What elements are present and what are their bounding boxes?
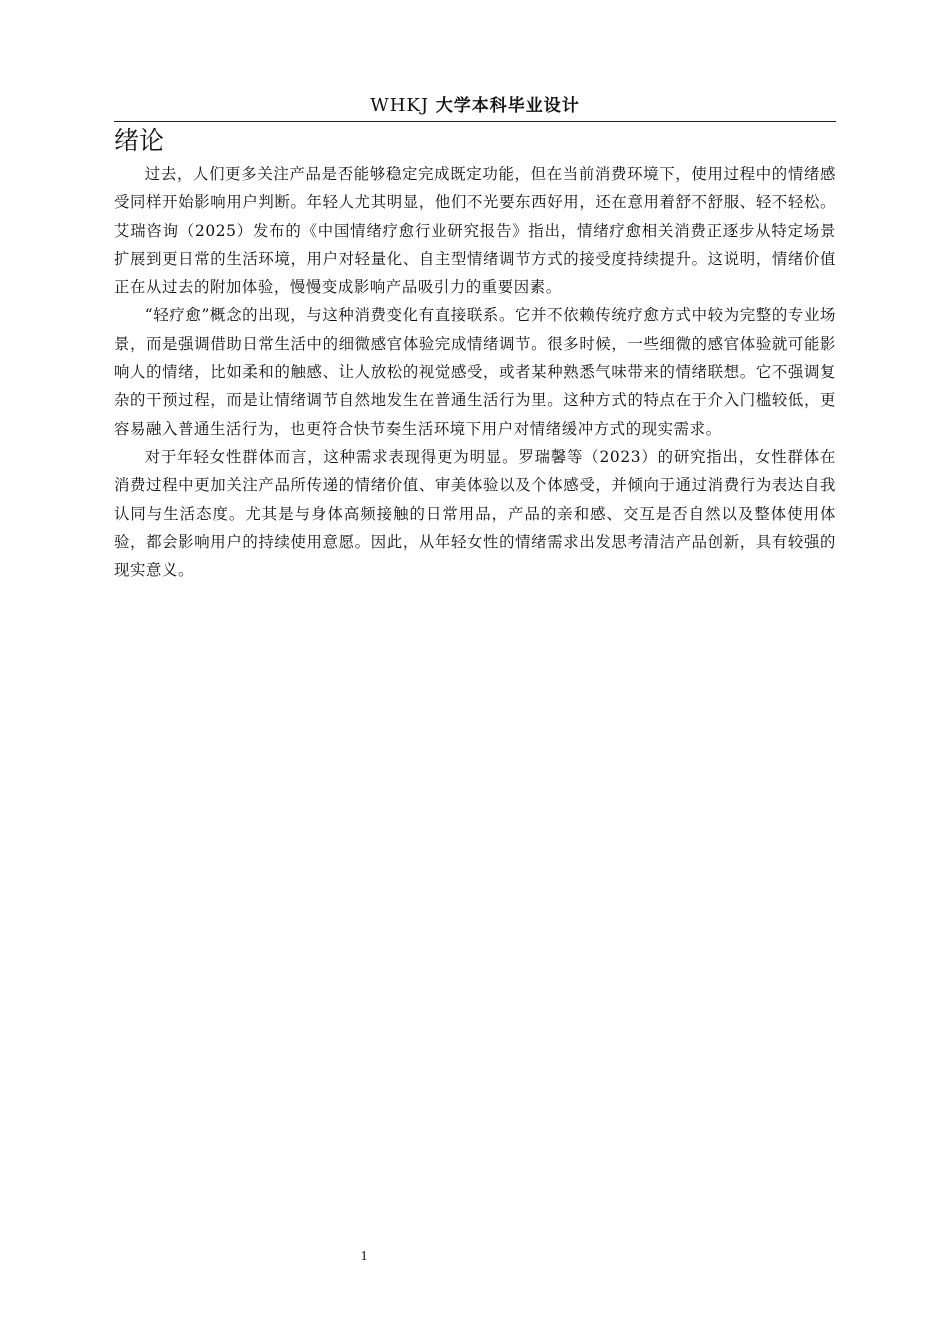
paragraph-1: 过去，人们更多关注产品是否能够稳定完成既定功能，但在当前消费环境下，使用过程中的情绪感受同样开始影响用户判断。年轻人尤其明显，他们不光要东西好用，还在意用着舒不舒服、轻不轻松。艾瑞咨询（2025）发布的《中国情绪疗愈行业研究报告》指出，情绪疗愈相关消费正逐步从特定场景扩展到更日常的生活环境，用户对轻量化、自主型情绪调节方式的接受度持续提升。这说明，情绪价值正在从过去的附加体验，慢慢变成影响产品吸引力的重要因素。: [114, 165, 836, 297]
page-header: [114, 94, 836, 118]
section-title: 绪论: [114, 126, 165, 155]
header-title: 大学本科毕业设计: [435, 96, 580, 116]
paragraph-3: 对于年轻女性群体而言，这种需求表现得更为明显。罗瑞馨等（2023）的研究指出，女性群体在消费过程中更加关注产品所传递的情绪价值、审美体验以及个体感受，并倾向于通过消费行为表达自我认同与生活态度。尤其是与身体高频接触的日常用品，产品的亲和感、交互是否自然以及整体使用体验，都会影响用户的持续使用意愿。因此，从年轻女性的情绪需求出发思考清洁产品创新，具有较强的现实意义。: [114, 447, 836, 580]
header-latin-text: WHKJ: [370, 95, 430, 116]
body-text: [114, 160, 836, 584]
paragraph-2: “轻疗愈”概念的出现，与这种消费变化有直接联系。它并不依赖传统疗愈方式中较为完整的专业场景，而是强调借助日常生活中的细微感官体验完成情绪调节。很多时候，一些细微的感官体验就可能影响人的情绪，比如柔和的触感、让人放松的视觉感受，或者某种熟悉气味带来的情绪联想。它不强调复杂的干预过程，而是让情绪调节自然地发生在普通生活行为里。这种方式的特点在于介入门槛较低，更容易融入普通生活行为，也更符合快节奏生活环境下用户对情绪缓冲方式的现实需求。: [114, 306, 836, 438]
header-divider: [114, 121, 836, 122]
page-number: 1: [360, 1249, 368, 1264]
